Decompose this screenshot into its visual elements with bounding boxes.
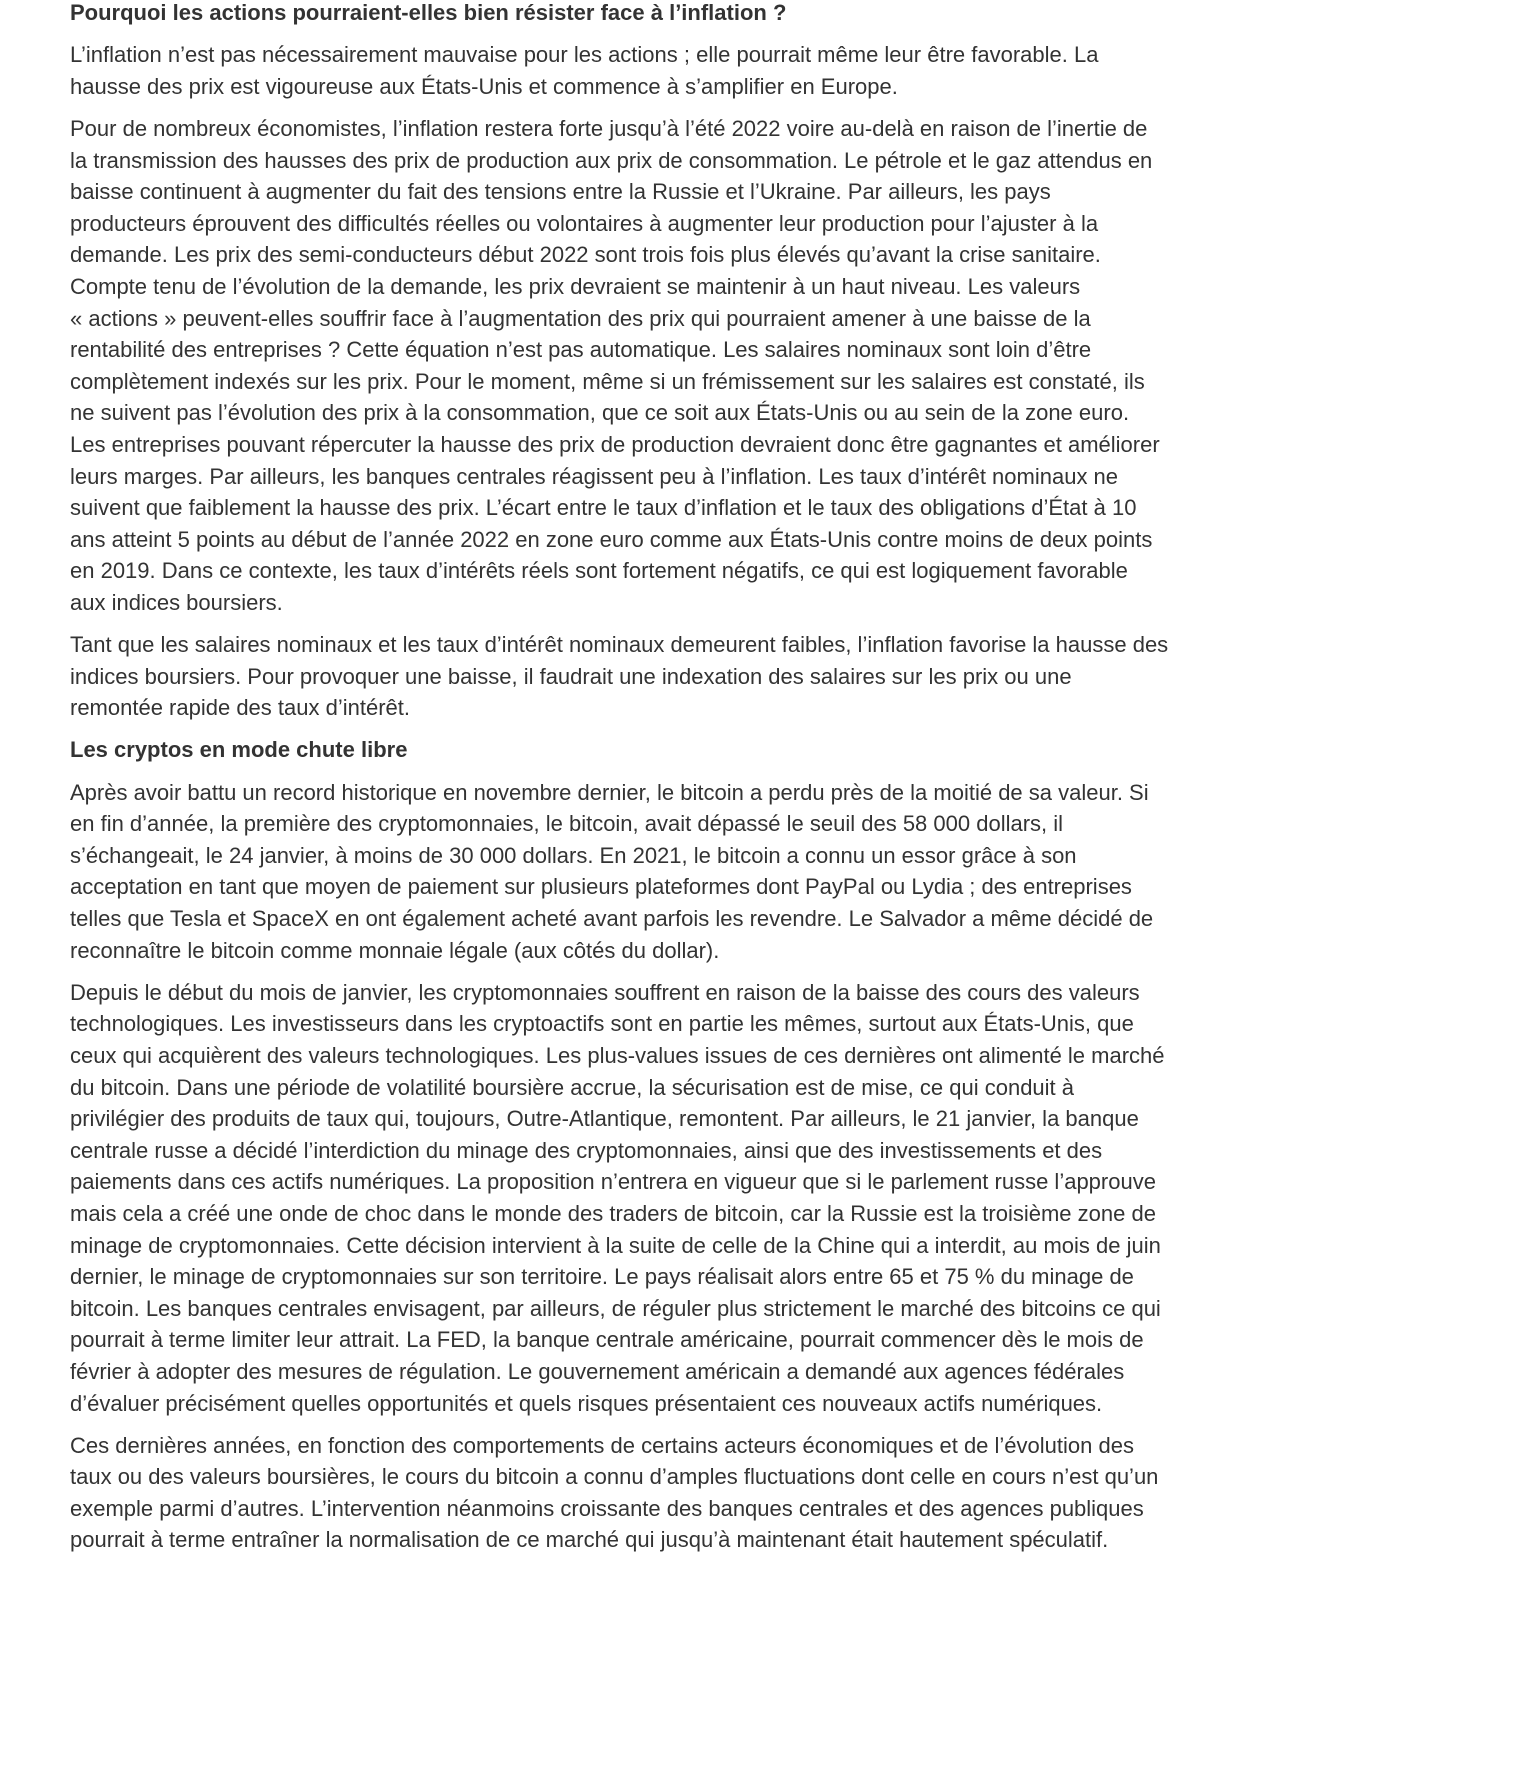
paragraph (70, 777, 1270, 967)
text-line: baisse continuent à augmenter du fait des tensions entre la Russie et l’Ukraine. Par ailleurs, les pays (70, 179, 1051, 205)
text-line: producteurs éprouvent des difficultés réelles ou volontaires à augmenter leur production pour l’ajuster à la (70, 210, 1099, 236)
text-line: ne suivent pas l’évolution des prix à la consommation, que ce soit aux États-Unis ou au sein de la zone euro. (70, 400, 1130, 426)
text-line: Les entreprises pouvant répercuter la hausse des prix de production devraient donc être gagnantes et améliorer (70, 431, 1160, 457)
text-line: la transmission des hausses des prix de production aux prix de consommation. Le pétrole et le gaz attendus en (70, 147, 1153, 173)
paragraph (70, 977, 1270, 1419)
text-line: Compte tenu de l’évolution de la demande, les prix devraient se maintenir à un haut niveau. Les valeurs (70, 273, 1081, 299)
text-line: Tant que les salaires nominaux et les taux d’intérêt nominaux demeurent faibles, l’inflation favorise la hausse des (70, 632, 1169, 658)
text-line: demande. Les prix des semi-conducteurs début 2022 sont trois fois plus élevés qu’avant la crise sanitaire. (70, 242, 1101, 268)
paragraph (70, 629, 1270, 724)
paragraph (70, 39, 1270, 102)
text-line: suivent que faiblement la hausse des prix. L’écart entre le taux d’inflation et le taux des obligations d’État à 10 (70, 495, 1137, 521)
article-body (70, 0, 1270, 1556)
section-heading: Les cryptos en mode chute libre (70, 737, 408, 763)
paragraph (70, 113, 1270, 619)
text-line: en fin d’année, la première des cryptomonnaies, le bitcoin, avait dépassé le seuil des 58 000 dollars, il (70, 811, 1064, 837)
article-section (70, 0, 1270, 724)
text-line: ans atteint 5 points au début de l’année 2022 en zone euro comme aux États-Unis contre moins de deux points (70, 526, 1153, 552)
text-line: « actions » peuvent-elles souffrir face à l’augmentation des prix qui pourraient amener à une baisse de la (70, 305, 1091, 331)
text-line: rentabilité des entreprises ? Cette équation n’est pas automatique. Les salaires nominaux sont loin d’être (70, 337, 1092, 363)
text-line: bitcoin. Les banques centrales envisagent, par ailleurs, de réguler plus strictement le marché des bitcoins ce qui (70, 1295, 1161, 1321)
text-line: février à adopter des mesures de régulation. Le gouvernement américain a demandé aux agences fédérales (70, 1358, 1125, 1384)
text-line: Depuis le début du mois de janvier, les cryptomonnaies souffrent en raison de la baisse des cours des valeurs (70, 979, 1140, 1005)
text-line: L’inflation n’est pas nécessairement mauvaise pour les actions ; elle pourrait même leur être favorable. La (70, 42, 1099, 68)
text-line: minage de cryptomonnaies. Cette décision intervient à la suite de celle de la Chine qui a interdit, au mois de juin (70, 1232, 1161, 1258)
text-line: ceux qui acquièrent des valeurs technologiques. Les plus-values issues de ces dernières ont alimenté le marché (70, 1042, 1165, 1068)
text-line: complètement indexés sur les prix. Pour le moment, même si un frémissement sur les salaires est constaté, ils (70, 368, 1145, 394)
text-line: du bitcoin. Dans une période de volatilité boursière accrue, la sécurisation est de mise, ce qui conduit à (70, 1074, 1075, 1100)
text-line: d’évaluer précisément quelles opportunités et quels risques présentaient ces nouveaux actifs numériques. (70, 1390, 1103, 1416)
article-section (70, 734, 1270, 1556)
text-line: en 2019. Dans ce contexte, les taux d’intérêts réels sont fortement négatifs, ce qui est logiquement favorable (70, 558, 1128, 584)
text-line: leurs marges. Par ailleurs, les banques centrales réagissent peu à l’inflation. Les taux d’intérêt nominaux ne (70, 463, 1119, 489)
text-line: pourrait à terme entraîner la normalisation de ce marché qui jusqu’à maintenant était hautement spéculatif. (70, 1527, 1109, 1553)
text-line: privilégier des produits de taux qui, toujours, Outre-Atlantique, remontent. Par ailleurs, le 21 janvier, la banque (70, 1106, 1139, 1132)
text-line: hausse des prix est vigoureuse aux États-Unis et commence à s’amplifier en Europe. (70, 73, 898, 99)
text-line: technologiques. Les investisseurs dans les cryptoactifs sont en partie les mêmes, surtout aux États-Unis, que (70, 1011, 1134, 1037)
text-line: aux indices boursiers. (70, 589, 283, 615)
text-line: pourrait à terme limiter leur attrait. La FED, la banque centrale américaine, pourrait commencer dès le mois de (70, 1327, 1144, 1353)
text-line: dernier, le minage de cryptomonnaies sur son territoire. Le pays réalisait alors entre 65 et 75 % du minage de (70, 1264, 1134, 1290)
text-line: Ces dernières années, en fonction des comportements de certains acteurs économiques et de l’évolution des (70, 1432, 1134, 1458)
section-heading: Pourquoi les actions pourraient-elles bien résister face à l’inflation ? (70, 0, 787, 25)
text-line: s’échangeait, le 24 janvier, à moins de 30 000 dollars. En 2021, le bitcoin a connu un essor grâce à son (70, 842, 1077, 868)
text-line: taux ou des valeurs boursières, le cours du bitcoin a connu d’amples fluctuations dont celle en cours n’est qu’un (70, 1464, 1159, 1490)
text-line: mais cela a créé une onde de choc dans le monde des traders de bitcoin, car la Russie est la troisième zone de (70, 1200, 1156, 1226)
text-line: remontée rapide des taux d’intérêt. (70, 695, 410, 721)
text-line: reconnaître le bitcoin comme monnaie légale (aux côtés du dollar). (70, 937, 720, 963)
text-line: exemple parmi d’autres. L’intervention néanmoins croissante des banques centrales et des agences publiques (70, 1495, 1144, 1521)
text-line: acceptation en tant que moyen de paiement sur plusieurs plateformes dont PayPal ou Lydia ; des entreprises (70, 874, 1132, 900)
text-line: Après avoir battu un record historique en novembre dernier, le bitcoin a perdu près de la moitié de sa valeur. Si (70, 779, 1149, 805)
text-line: Pour de nombreux économistes, l’inflation restera forte jusqu’à l’été 2022 voire au-delà en raison de l’inertie de (70, 115, 1148, 141)
text-line: telles que Tesla et SpaceX en ont également acheté avant parfois les revendre. Le Salvador a même décidé de (70, 906, 1154, 931)
paragraph (70, 1430, 1270, 1556)
text-line: paiements dans ces actifs numériques. La proposition n’entrera en vigueur que si le parlement russe l’approuve (70, 1169, 1156, 1195)
text-line: indices boursiers. Pour provoquer une baisse, il faudrait une indexation des salaires sur les prix ou une (70, 663, 1072, 689)
text-line: centrale russe a décidé l’interdiction du minage des cryptomonnaies, ainsi que des investissements et des (70, 1137, 1103, 1163)
